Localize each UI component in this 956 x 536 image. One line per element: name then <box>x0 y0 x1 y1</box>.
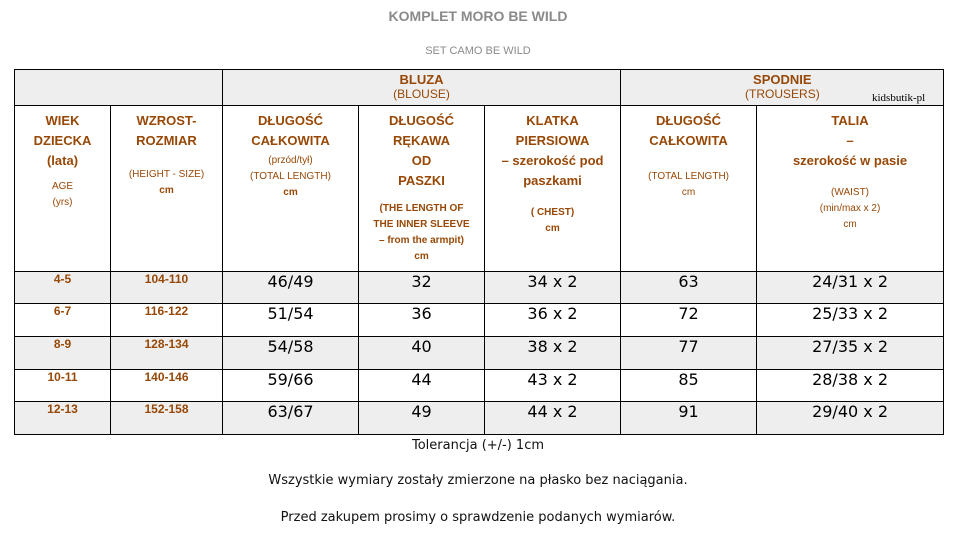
cell-waist: 27/35 x 2 <box>757 337 944 370</box>
size-chart-table <box>14 69 944 435</box>
cell-chest: 36 x 2 <box>485 304 621 337</box>
cell-trousers-length: 85 <box>621 369 757 402</box>
cell-waist: 24/31 x 2 <box>757 271 944 304</box>
cell-size: 104-110 <box>111 271 223 304</box>
group-header-row <box>15 70 944 106</box>
cell-chest: 43 x 2 <box>485 369 621 402</box>
measurement-note: Wszystkie wymiary zostały zmierzone na płasko bez naciągania. <box>268 473 688 488</box>
cell-age: 6-7 <box>15 304 111 337</box>
cell-size: 152-158 <box>111 402 223 435</box>
cell-size: 116-122 <box>111 304 223 337</box>
cell-sleeve: 36 <box>359 304 485 337</box>
cell-size: 140-146 <box>111 369 223 402</box>
group-blouse-name: BLUZA <box>399 72 444 87</box>
tolerance-note: Tolerancja (+/-) 1cm <box>411 438 545 453</box>
table-row <box>15 369 944 402</box>
table-row <box>15 337 944 370</box>
cell-sleeve: 40 <box>359 337 485 370</box>
cell-age: 12-13 <box>15 402 111 435</box>
table-row <box>15 402 944 435</box>
cell-blouse-length: 59/66 <box>223 369 359 402</box>
cell-chest: 44 x 2 <box>485 402 621 435</box>
cell-trousers-length: 77 <box>621 337 757 370</box>
cell-age: 8-9 <box>15 337 111 370</box>
cell-size: 128-134 <box>111 337 223 370</box>
header-age: WIEK DZIECKA (lata) AGE (yrs) <box>15 105 111 271</box>
page-title: KOMPLET MORO BE WILD <box>388 8 568 24</box>
cell-blouse-length: 63/67 <box>223 402 359 435</box>
header-chest: KLATKA PIERSIOWA – szerokość pod paszkami ( CHEST) cm <box>485 105 621 271</box>
cell-age: 4-5 <box>15 271 111 304</box>
cell-trousers-length: 72 <box>621 304 757 337</box>
cell-blouse-length: 51/54 <box>223 304 359 337</box>
header-size: WZROST- ROZMIAR (HEIGHT - SIZE) cm <box>111 105 223 271</box>
cell-waist: 25/33 x 2 <box>757 304 944 337</box>
cell-trousers-length: 91 <box>621 402 757 435</box>
cell-chest: 34 x 2 <box>485 271 621 304</box>
group-trousers-name: SPODNIE <box>753 72 812 87</box>
group-empty-cell <box>15 70 223 106</box>
cell-sleeve: 44 <box>359 369 485 402</box>
cell-blouse-length: 46/49 <box>223 271 359 304</box>
page-subtitle: SET CAMO BE WILD <box>425 45 531 57</box>
watermark-text: kidsbutik-pl <box>872 92 926 104</box>
cell-sleeve: 32 <box>359 271 485 304</box>
table-row <box>15 271 944 304</box>
group-blouse-sub: (BLOUSE) <box>393 87 450 101</box>
header-trousers-length: DŁUGOŚĆ CAŁKOWITA (TOTAL LENGTH) cm <box>621 105 757 271</box>
header-waist: TALIA – szerokość w pasie (WAIST) (min/max x 2) cm <box>757 105 944 271</box>
cell-sleeve: 49 <box>359 402 485 435</box>
table-row <box>15 304 944 337</box>
cell-age: 10-11 <box>15 369 111 402</box>
header-sleeve: DŁUGOŚĆ RĘKAWA OD PASZKI (THE LENGTH OF THE INNER SLEEVE – from the armpit) cm <box>359 105 485 271</box>
cell-chest: 38 x 2 <box>485 337 621 370</box>
cell-waist: 28/38 x 2 <box>757 369 944 402</box>
header-blouse-length: DŁUGOŚĆ CAŁKOWITA (przód/tył) (TOTAL LENGTH) cm <box>223 105 359 271</box>
cell-blouse-length: 54/58 <box>223 337 359 370</box>
group-trousers-sub: (TROUSERS) <box>745 87 820 101</box>
cell-trousers-length: 63 <box>621 271 757 304</box>
check-note: Przed zakupem prosimy o sprawdzenie podanych wymiarów. <box>280 510 676 525</box>
cell-waist: 29/40 x 2 <box>757 402 944 435</box>
group-blouse <box>223 70 621 106</box>
column-header-row <box>15 105 944 271</box>
